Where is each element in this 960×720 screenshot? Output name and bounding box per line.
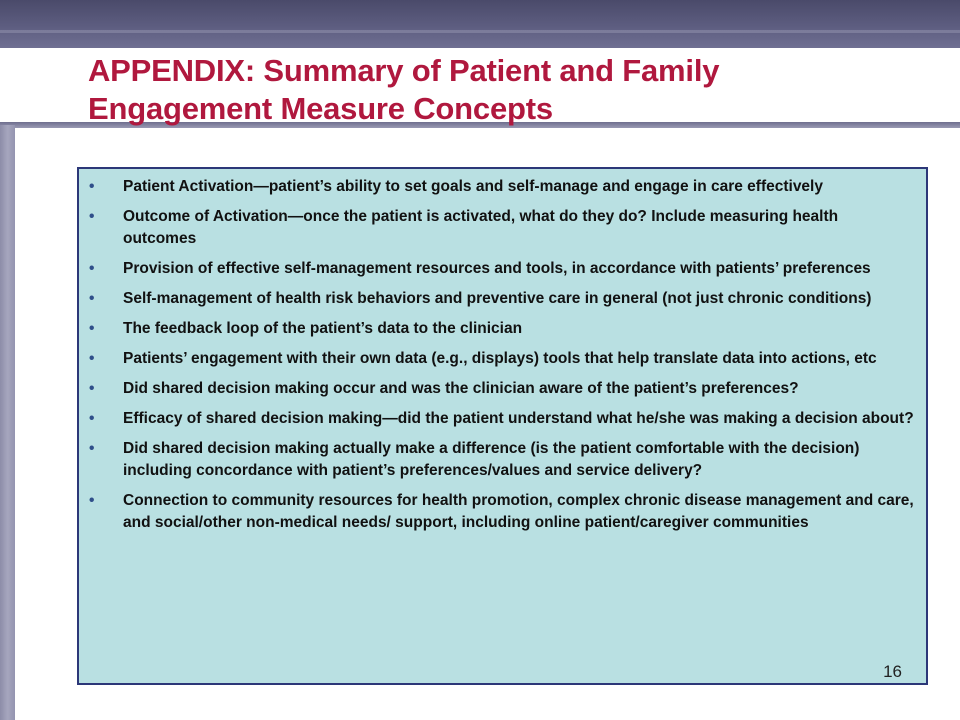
bullet-item bbox=[79, 318, 914, 340]
slide-title-line-2: Engagement Measure Concepts bbox=[88, 91, 553, 126]
top-decorative-band bbox=[0, 0, 960, 48]
bullet-icon: • bbox=[89, 440, 95, 457]
bullet-text: The feedback loop of the patient’s data to the clinician bbox=[123, 320, 523, 337]
bullet-text: Did shared decision making actually make a difference (is the patient comfortable with the decision) including concordance with patient’s preferences/values and service delivery? bbox=[123, 440, 860, 479]
bullet-text: Outcome of Activation—once the patient is activated, what do they do? Include measuring health outcomes bbox=[123, 208, 839, 247]
page-number: 16 bbox=[883, 662, 902, 681]
bullet-item bbox=[79, 288, 914, 310]
bullet-icon: • bbox=[89, 178, 95, 195]
bullet-item bbox=[79, 408, 914, 430]
bullet-item bbox=[79, 258, 914, 280]
bullet-icon: • bbox=[89, 492, 95, 509]
bullet-item bbox=[79, 378, 914, 400]
bullet-text: Self-management of health risk behaviors and preventive care in general (not just chronic conditions) bbox=[123, 290, 872, 307]
bullet-text: Did shared decision making occur and was the clinician aware of the patient’s preferences? bbox=[123, 380, 799, 397]
bullet-text: Patients’ engagement with their own data (e.g., displays) tools that help translate data into actions, etc bbox=[123, 350, 877, 367]
bullet-item bbox=[79, 490, 914, 534]
bullet-item bbox=[79, 176, 914, 198]
bullet-icon: • bbox=[89, 320, 95, 337]
left-decorative-bar bbox=[0, 125, 15, 720]
content-box bbox=[77, 167, 928, 685]
bullet-text: Efficacy of shared decision making—did the patient understand what he/she was making a decision about? bbox=[123, 410, 914, 427]
bullet-text: Patient Activation—patient’s ability to set goals and self-manage and engage in care effectively bbox=[123, 178, 823, 195]
bullet-item bbox=[79, 206, 914, 250]
bullet-item bbox=[79, 348, 914, 370]
top-band-highlight bbox=[0, 30, 960, 33]
bullet-text: Connection to community resources for health promotion, complex chronic disease management and care, and social/other non-medical needs/ support, including online patient/caregiver communities bbox=[123, 492, 914, 531]
bullet-icon: • bbox=[89, 380, 95, 397]
bullet-text: Provision of effective self-management resources and tools, in accordance with patients’ preferences bbox=[123, 260, 871, 277]
bullet-icon: • bbox=[89, 208, 95, 225]
bullet-item bbox=[79, 438, 914, 482]
bullet-list bbox=[79, 169, 926, 534]
slide-title-line-1: APPENDIX: Summary of Patient and Family bbox=[88, 53, 720, 88]
bullet-icon: • bbox=[89, 260, 95, 277]
bullet-icon: • bbox=[89, 350, 95, 367]
bullet-icon: • bbox=[89, 290, 95, 307]
slide-title bbox=[88, 52, 908, 128]
bullet-icon: • bbox=[89, 410, 95, 427]
